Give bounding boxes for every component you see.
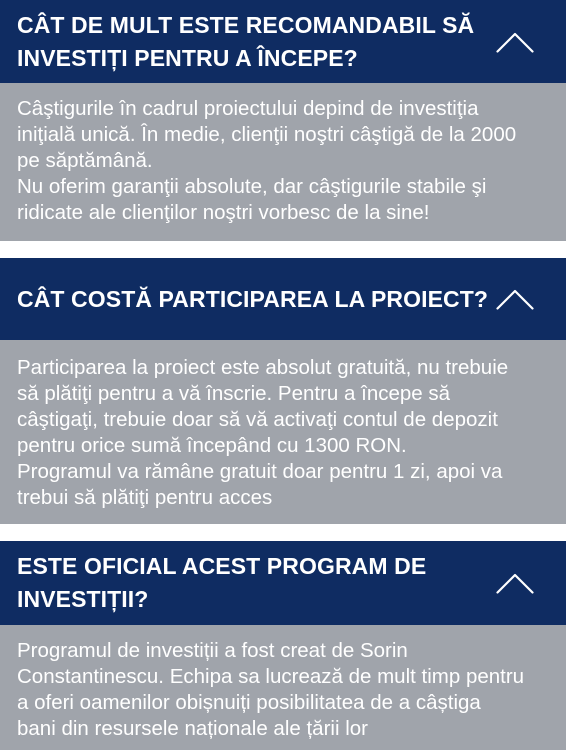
faq-question-text: ESTE OFICIAL ACEST PROGRAM DE INVESTIȚII?: [17, 553, 427, 612]
faq-answer-text: Programul de investiții a fost creat de Sorin Constantinescu. Echipa sa lucrează de mult timp pentru a oferi oamenilor obișnuiți posibilitatea de a câștiga bani din resursele naționale ale țării lor: [17, 639, 525, 740]
faq-answer: [0, 340, 566, 524]
faq-answer: [0, 625, 566, 750]
faq-answer-text: Participarea la proiect este absolut gratuită, nu trebuie să plătiţi pentru a vă înscrie. Pentru a începe să câştigaţi, trebuie doar să vă activaţi contul de depozit pentru orice sumă începând cu 1300 RON. Programul va rămâne gratuit doar pentru 1 zi, apoi va trebui să plătiţi pentru acces: [17, 356, 509, 509]
chevron-up-icon[interactable]: [496, 288, 534, 310]
chevron-up-icon[interactable]: [496, 31, 534, 53]
chevron-up-icon[interactable]: [496, 572, 534, 594]
faq-question-text: CÂT COSTĂ PARTICIPAREA LA PROIECT?: [17, 286, 489, 312]
faq-question-header[interactable]: [0, 0, 566, 83]
faq-question-text: CÂT DE MULT ESTE RECOMANDABIL SĂ INVESTIȚI PENTRU A ÎNCEPE?: [17, 12, 475, 71]
faq-question-header[interactable]: [0, 541, 566, 625]
faq-answer-text: Câştigurile în cadrul proiectului depind de investiţia iniţială unică. În medie, clienţii noştri câştigă de la 2000 pe săptămână. Nu oferim garanţii absolute, dar câştigurile stabile şi ridicate ale clienţilor noştri vorbesc de la sine!: [17, 97, 517, 224]
faq-item: [0, 0, 566, 241]
faq-item: [0, 541, 566, 750]
faq-item: [0, 258, 566, 524]
faq-answer: [0, 83, 566, 241]
faq-question-header[interactable]: [0, 258, 566, 340]
